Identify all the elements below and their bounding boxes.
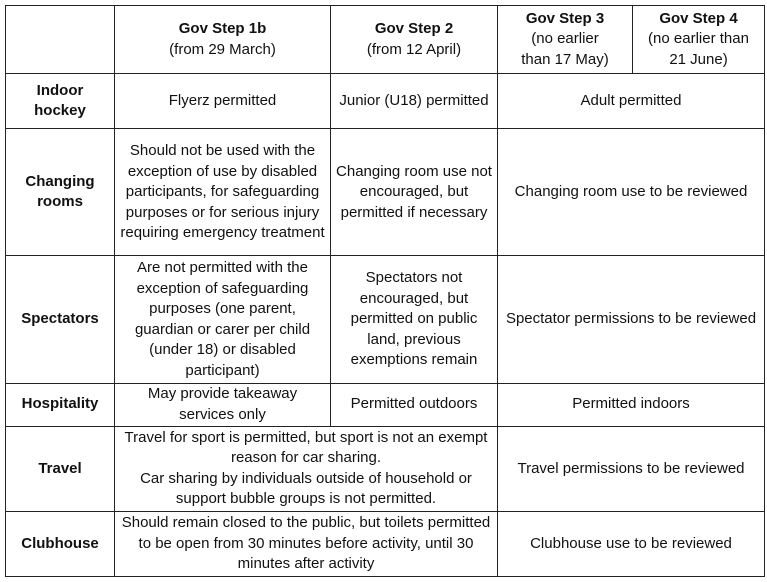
row-label-changing-rooms bbox=[6, 129, 115, 256]
step-3-date-line-2: than 17 May) bbox=[521, 50, 609, 68]
cell-changing-rooms-step-2: Changing room use not encouraged, but permitted if necessary bbox=[331, 129, 498, 256]
cell-spectators-step-2: Spectators not encouraged, but permitted on public land, previous exemptions remain bbox=[331, 256, 498, 383]
row-label-line: rooms bbox=[37, 193, 83, 211]
cell-hospitality-step-3-4: Permitted indoors bbox=[498, 383, 765, 426]
step-4-date-line-1: (no earlier than bbox=[648, 30, 749, 48]
step-2-date: (from 12 April) bbox=[366, 40, 462, 58]
header-step-1b bbox=[115, 6, 331, 74]
row-indoor-hockey bbox=[6, 74, 765, 129]
cell-hospitality-step-2: Permitted outdoors bbox=[331, 383, 498, 426]
step-2-name: Gov Step 2 bbox=[374, 20, 454, 38]
step-1b-date: (from 29 March) bbox=[169, 40, 276, 58]
cell-indoor-hockey-step-1b: Flyerz permitted bbox=[115, 74, 331, 129]
cell-clubhouse-step-1b-2: Should remain closed to the public, but toilets permitted to be open from 30 minutes before activity, until 30 minutes after activity bbox=[115, 511, 498, 576]
row-label-line: hockey bbox=[34, 102, 86, 120]
cell-travel-step-1b-2 bbox=[115, 426, 498, 511]
cell-spectators-step-1b: Are not permitted with the exception of safeguarding purposes (one parent, guardian or carer per child (under 18) or disabled participant) bbox=[115, 256, 331, 383]
step-4-name: Gov Step 4 bbox=[659, 9, 738, 27]
cell-travel-step-3-4: Travel permissions to be reviewed bbox=[498, 426, 765, 511]
cell-spectators-step-3-4: Spectator permissions to be reviewed bbox=[498, 256, 765, 383]
header-row bbox=[6, 6, 765, 74]
header-step-4 bbox=[633, 6, 765, 74]
row-label-line: Indoor bbox=[36, 81, 84, 99]
row-label-clubhouse: Clubhouse bbox=[6, 511, 115, 576]
covid-guidance-table bbox=[5, 5, 765, 577]
row-label-line: Changing bbox=[25, 172, 95, 190]
row-label-indoor-hockey bbox=[6, 74, 115, 129]
row-spectators bbox=[6, 256, 765, 383]
header-step-2 bbox=[331, 6, 498, 74]
step-4-date-line-2: 21 June) bbox=[669, 50, 728, 68]
row-travel bbox=[6, 426, 765, 511]
cell-hospitality-step-1b: May provide takeaway services only bbox=[115, 383, 331, 426]
cell-changing-rooms-step-1b: Should not be used with the exception of use by disabled participants, for safeguarding purposes or for serious injury requiring emergency treatment bbox=[115, 129, 331, 256]
row-clubhouse bbox=[6, 511, 765, 576]
step-3-name: Gov Step 3 bbox=[525, 9, 605, 27]
travel-line-1: Travel for sport is permitted, but sport is not an exempt reason for car sharing. bbox=[124, 428, 488, 467]
row-label-spectators: Spectators bbox=[6, 256, 115, 383]
row-label-travel: Travel bbox=[6, 426, 115, 511]
cell-indoor-hockey-step-3-4: Adult permitted bbox=[498, 74, 765, 129]
cell-clubhouse-step-3-4: Clubhouse use to be reviewed bbox=[498, 511, 765, 576]
cell-indoor-hockey-step-2: Junior (U18) permitted bbox=[331, 74, 498, 129]
row-label-hospitality: Hospitality bbox=[6, 383, 115, 426]
step-3-date-line-1: (no earlier bbox=[531, 30, 599, 48]
step-1b-name: Gov Step 1b bbox=[178, 20, 267, 38]
row-hospitality bbox=[6, 383, 765, 426]
row-changing-rooms bbox=[6, 129, 765, 256]
header-corner-cell bbox=[6, 6, 115, 74]
header-step-3 bbox=[498, 6, 633, 74]
cell-changing-rooms-step-3-4: Changing room use to be reviewed bbox=[498, 129, 765, 256]
travel-line-2: Car sharing by individuals outside of household or support bubble groups is not permitted. bbox=[140, 469, 472, 508]
